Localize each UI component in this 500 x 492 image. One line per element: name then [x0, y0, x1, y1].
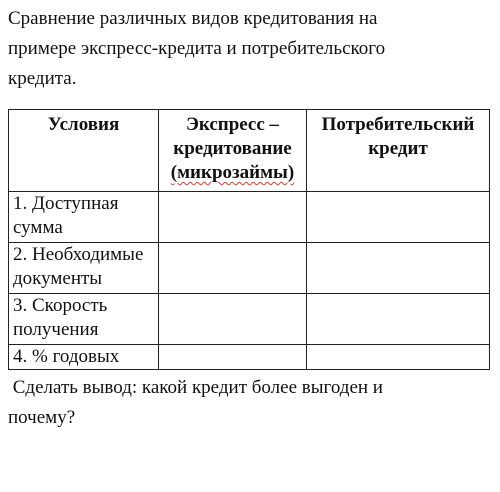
consumer-cell[interactable] [307, 294, 490, 345]
consumer-cell[interactable] [307, 192, 490, 243]
express-cell[interactable] [159, 345, 307, 370]
intro-text [8, 4, 478, 94]
conclusion-text [8, 373, 478, 433]
express-cell[interactable] [159, 243, 307, 294]
table-row [9, 192, 490, 243]
table-header-row [9, 110, 490, 192]
spellcheck-underlined-word: (микрозаймы) [170, 162, 295, 183]
express-cell[interactable] [159, 192, 307, 243]
table-row [9, 345, 490, 370]
table-row [9, 243, 490, 294]
intro-line: примере экспресс-кредита и потребительского [8, 38, 386, 59]
consumer-cell[interactable] [307, 345, 490, 370]
intro-line: Сравнение различных видов кредитования на [8, 8, 378, 29]
conclusion-line: Сделать вывод: какой кредит более выгоден и [8, 377, 383, 398]
row-label: 4. % годовых [9, 345, 159, 370]
header-conditions: Условия [9, 110, 159, 192]
header-express-credit: Экспресс – кредитование (микрозаймы) [159, 110, 307, 192]
consumer-cell[interactable] [307, 243, 490, 294]
table-row [9, 294, 490, 345]
row-label: 3. Скорость получения [9, 294, 159, 345]
intro-line: кредита. [8, 68, 77, 89]
comparison-table [8, 109, 490, 370]
conclusion-line: почему? [8, 407, 76, 428]
header-consumer-credit: Потребительский кредит [307, 110, 490, 192]
express-cell[interactable] [159, 294, 307, 345]
row-label: 2. Необходимые документы [9, 243, 159, 294]
row-label: 1. Доступная сумма [9, 192, 159, 243]
